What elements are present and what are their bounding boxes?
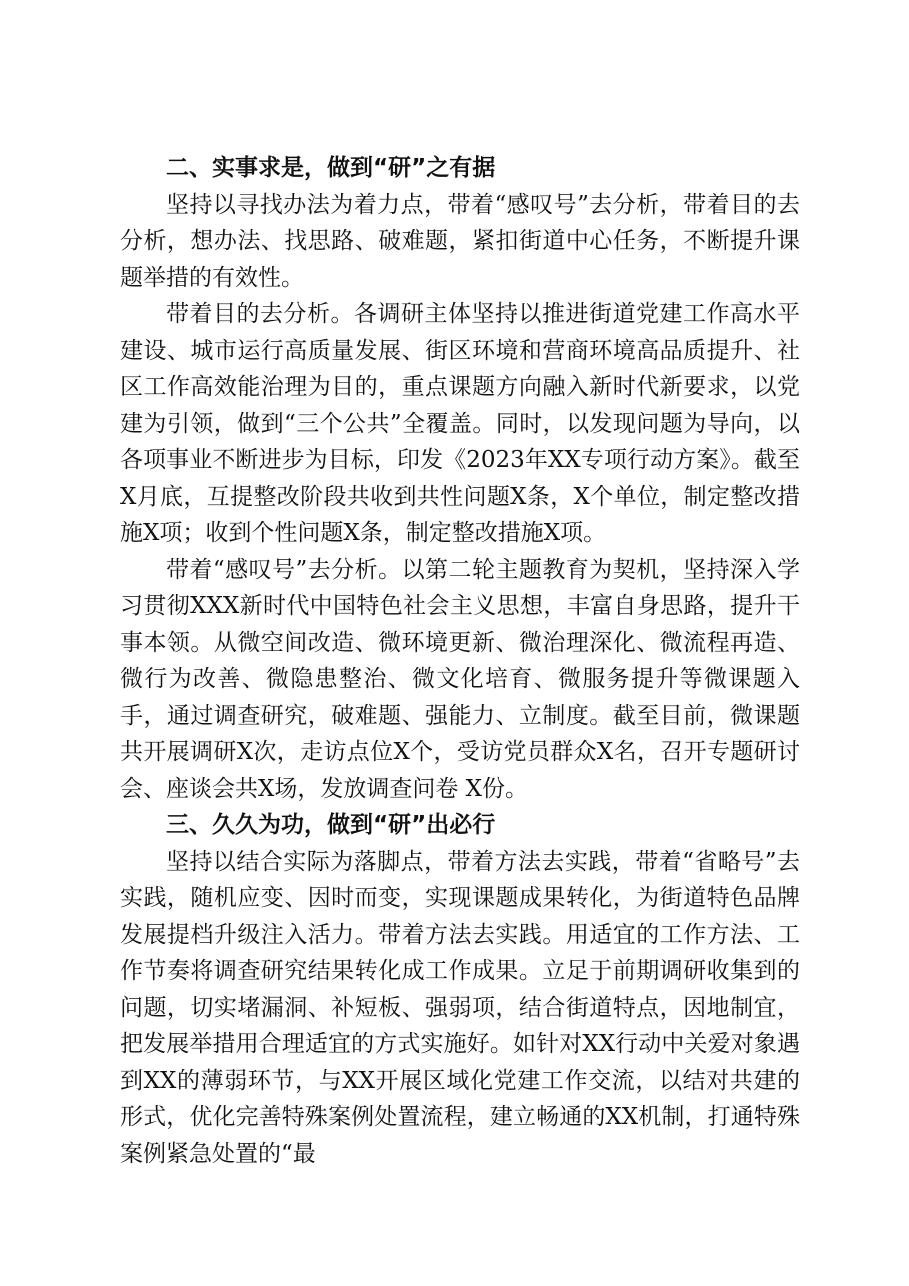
paragraph: 坚持以寻找办法为着力点，带着“感叹号”去分析，带着目的去分析，想办法、找思路、破难题，紧扣街道中心任务，不断提升课题举措的有效性。 bbox=[120, 191, 800, 291]
paragraph: 坚持以结合实际为落脚点，带着方法去实践，带着“省略号”去实践，随机应变、因时而变，实现课题成果转化，为街道特色品牌发展提档升级注入活力。带着方法去实践。用适宜的工作方法、工作节奏将调查研究结果转化成工作成果。立足于前期调研收集到的问题，切实堵漏洞、补短板、强弱项，结合街道特点，因地制宜，把发展举措用合理适宜的方式实施好。如针对XX行动中关爱对象遇到XX的薄弱环节，与XX开展区域化党建工作交流，以结对共建的形式，优化完善特殊案例处置流程，建立畅通的XX机制，打通特殊案例紧急处置的“最 bbox=[120, 848, 800, 1167]
section-heading: 二、实事求是，做到“研”之有据 bbox=[166, 155, 496, 181]
paragraph: 带着“感叹号”去分析。以第二轮主题教育为契机，坚持深入学习贯彻XXX新时代中国特色社会主义思想，丰富自身思路，提升干事本领。从微空间改造、微环境更新、微治理深化、微流程再造、微行为改善、微隐患整治、微文化培育、微服务提升等微课题入手，通过调查研究，破难题、强能力、立制度。截至目前，微课题共开展调研X次，走访点位X个，受访党员群众X名，召开专题研讨会、座谈会共X场，发放调查问卷 X份。 bbox=[120, 556, 800, 802]
section-heading: 三、久久为功，做到“研”出必行 bbox=[166, 812, 496, 838]
document-body bbox=[120, 150, 800, 1172]
paragraph: 带着目的去分析。各调研主体坚持以推进街道党建工作高水平建设、城市运行高质量发展、街区环境和营商环境高品质提升、社区工作高效能治理为目的，重点课题方向融入新时代新要求，以党建为引领，做到“三个公共”全覆盖。同时，以发现问题为导向，以各项事业不断进步为目标，印发《2023年XX专项行动方案》。截至X月底，互提整改阶段共收到共性问题X条，X个单位，制定整改措施X项；收到个性问题X条，制定整改措施X项。 bbox=[120, 301, 800, 546]
